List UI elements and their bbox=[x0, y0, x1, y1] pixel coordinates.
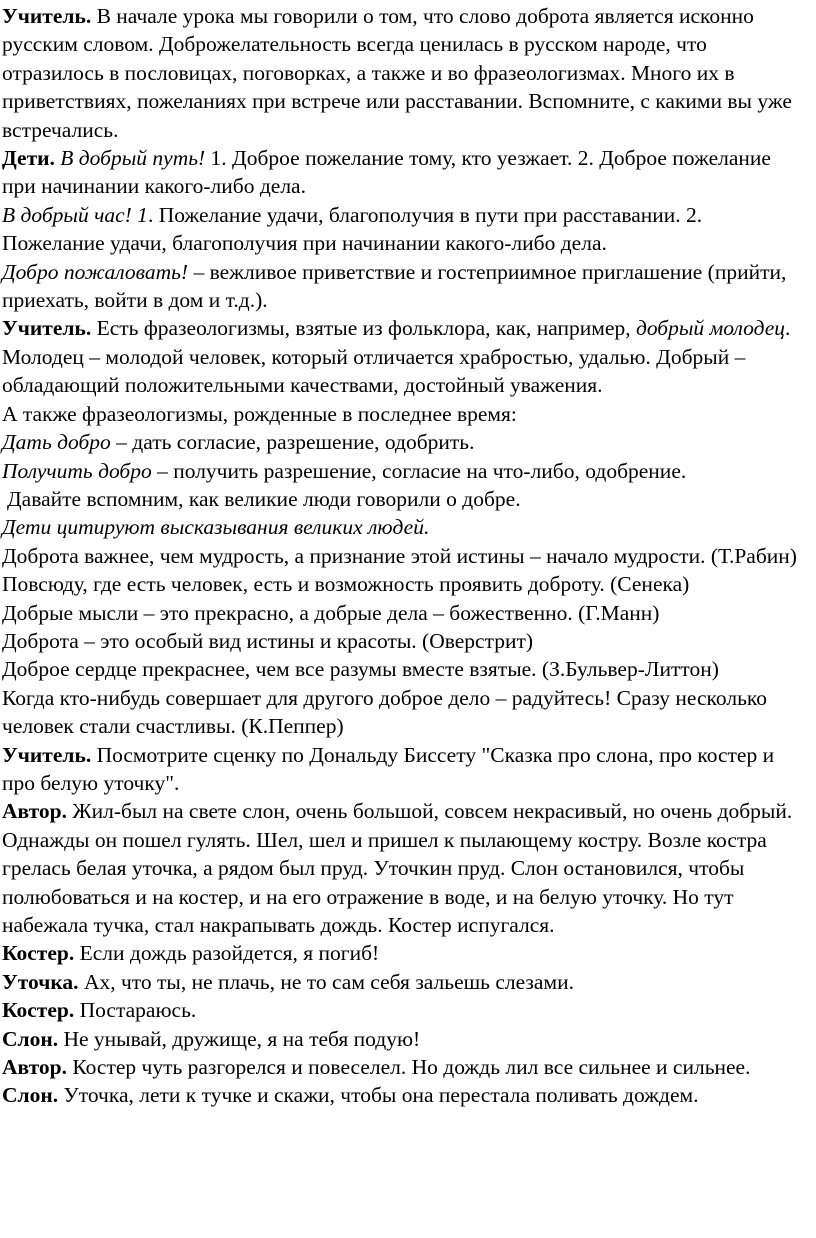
speaker-label: Дети. bbox=[2, 146, 55, 171]
speaker-label: Учитель. bbox=[2, 4, 92, 28]
text-run: Если дождь разойдется, я погиб! bbox=[74, 941, 380, 966]
speaker-label: Слон. bbox=[2, 1026, 59, 1051]
paragraph bbox=[2, 428, 808, 456]
italic-phrase: Дать добро bbox=[2, 430, 111, 455]
paragraph bbox=[2, 599, 808, 627]
italic-phrase: Добро пожаловать! bbox=[2, 259, 189, 284]
paragraph bbox=[2, 314, 808, 399]
text-run: Когда кто-нибудь совершает для другого доброе дело – радуйтесь! Сразу несколько человек стали счастливы. (К.Пеппер) bbox=[2, 685, 768, 739]
italic-phrase: В добрый путь! bbox=[60, 146, 206, 171]
text-run: Жил-был на свете слон, очень большой, совсем некрасивый, но очень добрый. Однажды он пошел гулять. Шел, шел и пришел к пылающему костру. Возле костра грелась белая уточка, а рядом был пруд. Уточкин пруд. Слон остановился, чтобы полюбоваться и на костер, и на его отражение в воде, и на белую уточку. Но тут набежала тучка, стал накрапывать дождь. Костер испугался. bbox=[2, 799, 793, 937]
text-run: А также фразеологизмы, рожденные в последнее время: bbox=[2, 401, 517, 426]
text-run: . Молодец – молодой человек, который отличается храбростью, удалью. Добрый – обладающий положительными качествами, достойный уважения. bbox=[2, 316, 791, 398]
paragraph bbox=[2, 797, 808, 939]
text-run: В начале урока мы говорили о том, что слово доброта является исконно русским словом. Доброжелательность всегда ценилась в русском народе, что отразилось в пословицах, поговорках, а также и во фразеологизмах. Много их в приветствиях, пожеланиях при встрече или расставании. Вспомните, с какими вы уже встречались. bbox=[2, 4, 792, 142]
text-run: Костер чуть разгорелся и повеселел. Но дождь лил все сильнее и сильнее. bbox=[66, 1055, 751, 1080]
speaker-label: Учитель. bbox=[2, 316, 92, 341]
paragraph bbox=[2, 1053, 808, 1081]
text-run: Постараюсь. bbox=[74, 998, 197, 1023]
text-run: Уточка, лети к тучке и скажи, чтобы она перестала поливать дождем. bbox=[58, 1083, 699, 1108]
italic-phrase: добрый молодец bbox=[635, 316, 786, 341]
speaker-label: Автор. bbox=[2, 799, 67, 824]
paragraph bbox=[2, 400, 808, 428]
speaker-label: Учитель. bbox=[2, 742, 92, 767]
paragraph bbox=[2, 485, 808, 513]
paragraph bbox=[2, 1025, 808, 1053]
text-run: Доброе сердце прекраснее, чем все разумы вместе взятые. (З.Бульвер-Литтон) bbox=[2, 657, 719, 682]
paragraph bbox=[2, 2, 808, 144]
paragraph bbox=[2, 513, 808, 541]
text-run: 1. Доброе пожелание тому, кто уезжает. 2. Доброе пожелание при начинании какого-либо дела. bbox=[2, 146, 771, 199]
paragraph bbox=[2, 968, 808, 996]
paragraph bbox=[2, 741, 808, 798]
paragraph bbox=[2, 1081, 808, 1109]
paragraph bbox=[2, 939, 808, 967]
paragraph bbox=[2, 144, 808, 201]
text-run: Повсюду, где есть человек, есть и возможность проявить доброту. (Сенека) bbox=[2, 572, 690, 597]
text-run: Доброта важнее, чем мудрость, а признание этой истины – начало мудрости. (Т.Рабин) bbox=[2, 543, 797, 568]
paragraph bbox=[2, 258, 808, 315]
italic-phrase: Получить добро bbox=[2, 458, 152, 483]
text-run: Добрые мысли – это прекрасно, а добрые дела – божественно. (Г.Манн) bbox=[2, 600, 660, 625]
speaker-label: Автор. bbox=[2, 1055, 67, 1080]
paragraph bbox=[2, 684, 808, 741]
paragraph bbox=[2, 542, 808, 570]
paragraph bbox=[2, 570, 808, 598]
paragraph bbox=[2, 457, 808, 485]
speaker-label: Костер. bbox=[2, 941, 75, 966]
text-run: Доброта – это особый вид истины и красоты. (Оверстрит) bbox=[2, 628, 534, 653]
paragraph bbox=[2, 201, 808, 258]
text-run: Не унывай, дружище, я на тебя подую! bbox=[58, 1026, 421, 1051]
text-run: – дать согласие, разрешение, одобрить. bbox=[110, 430, 475, 455]
text-run: – вежливое приветствие и гостеприимное приглашение (прийти, приехать, войти в дом и т.д.). bbox=[2, 259, 787, 313]
paragraph bbox=[2, 996, 808, 1024]
text-run: Посмотрите сценку по Дональду Биссету "Сказка про слона, про костер и про белую уточку". bbox=[2, 742, 775, 795]
speaker-label: Уточка. bbox=[2, 969, 79, 994]
italic-phrase: В добрый час! 1 bbox=[2, 202, 148, 227]
paragraph bbox=[2, 655, 808, 683]
text-run: Есть фразеологизмы, взятые из фольклора, как, например, bbox=[91, 316, 636, 341]
speaker-label: Слон. bbox=[2, 1083, 59, 1108]
italic-phrase: Дети цитируют высказывания великих людей. bbox=[2, 515, 430, 540]
text-run: Давайте вспомним, как великие люди говорили о добре. bbox=[7, 486, 521, 511]
text-run: – получить разрешение, согласие на что-либо, одобрение. bbox=[151, 458, 687, 483]
paragraph bbox=[2, 627, 808, 655]
text-run: Ах, что ты, не плачь, не то сам себя зальешь слезами. bbox=[78, 969, 574, 994]
text-run: . Пожелание удачи, благополучия в пути при расставании. 2. Пожелание удачи, благополучия при начинании какого-либо дела. bbox=[2, 202, 703, 256]
speaker-label: Костер. bbox=[2, 998, 75, 1023]
